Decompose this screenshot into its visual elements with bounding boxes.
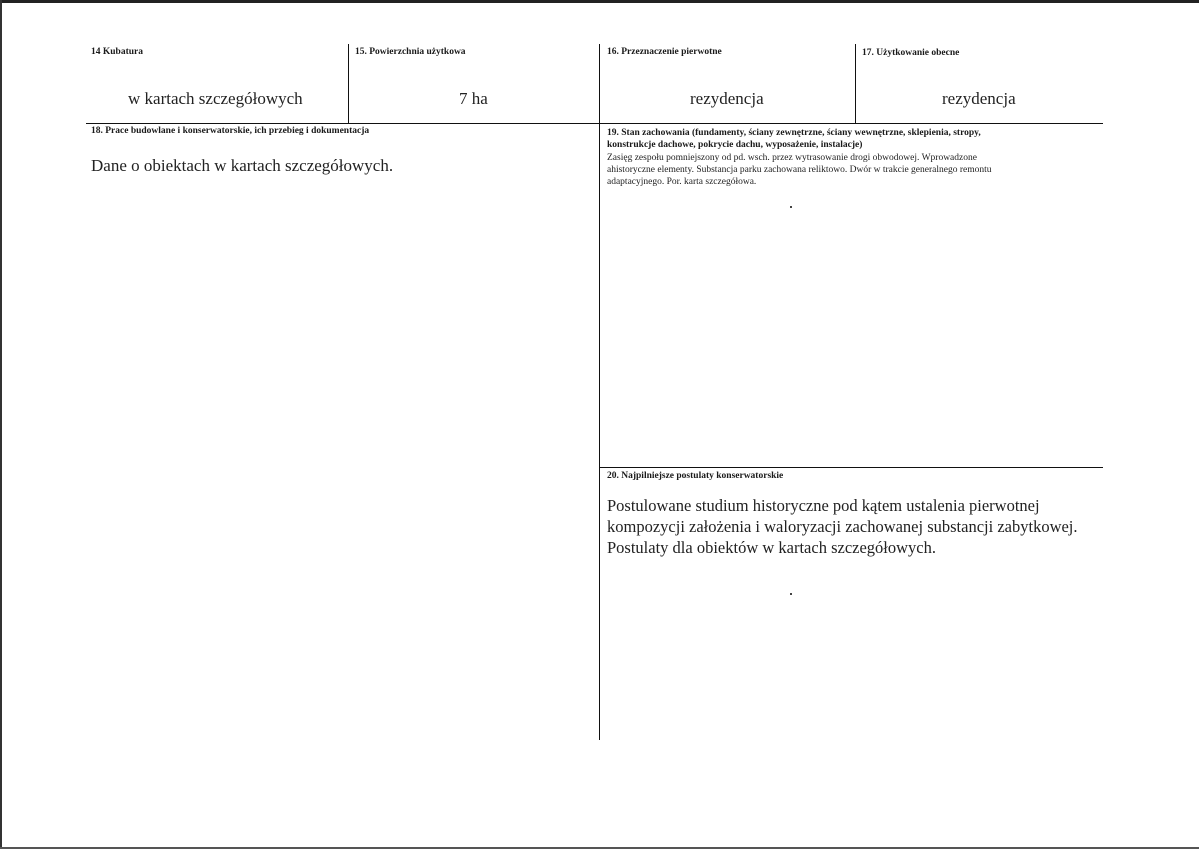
divider-16-17	[855, 44, 856, 124]
divider-row1-bottom	[86, 123, 1103, 124]
field-16-value: rezydencja	[690, 89, 764, 108]
field-20-value-line3: Postulaty dla obiektów w kartach szczegółowych.	[607, 538, 936, 557]
field-17-value: rezydencja	[942, 89, 1016, 108]
page-edge-top	[0, 0, 1199, 3]
field-19-value-line1: Zasięg zespołu pomniejszony od pd. wsch. przez wytrasowanie drogi obwodowej. Wprowadzone	[607, 153, 977, 163]
page-edge-left	[0, 0, 2, 849]
divider-main-vertical	[599, 44, 600, 740]
field-20-value-line2: kompozycji założenia i waloryzacji zachowanej substancji zabytkowej.	[607, 517, 1078, 536]
field-16-label: 16. Przeznaczenie pierwotne	[607, 47, 722, 57]
field-20-value-line1: Postulowane studium historyczne pod kątem ustalenia pierwotnej	[607, 496, 1040, 515]
divider-14-15	[348, 44, 349, 124]
field-19-label-line2: konstrukcje dachowe, pokrycie dachu, wyposażenie, instalacje)	[607, 140, 863, 150]
field-19-value-line2: ahistoryczne elementy. Substancja parku zachowana reliktowo. Dwór w trakcie generalnego remontu	[607, 165, 992, 175]
field-17-label: 17. Użytkowanie obecne	[862, 48, 960, 58]
speck-mark	[790, 206, 792, 208]
field-19-value-line3: adaptacyjnego. Por. karta szczegółowa.	[607, 177, 757, 187]
field-19-label-line1: 19. Stan zachowania (fundamenty, ściany zewnętrzne, ściany wewnętrzne, sklepienia, stropy,	[607, 128, 981, 138]
field-20-label: 20. Najpilniejsze postulaty konserwatorskie	[607, 471, 784, 481]
speck-mark-2	[790, 593, 792, 595]
field-18-value: Dane o obiektach w kartach szczegółowych.	[91, 156, 394, 175]
field-15-value: 7 ha	[459, 89, 488, 108]
field-15-label: 15. Powierzchnia użytkowa	[355, 47, 466, 57]
divider-19-20	[599, 467, 1103, 468]
field-14-label: 14 Kubatura	[91, 47, 143, 57]
field-18-label: 18. Prace budowlane i konserwatorskie, ich przebieg i dokumentacja	[91, 126, 370, 136]
field-14-value: w kartach szczegółowych	[128, 89, 303, 108]
